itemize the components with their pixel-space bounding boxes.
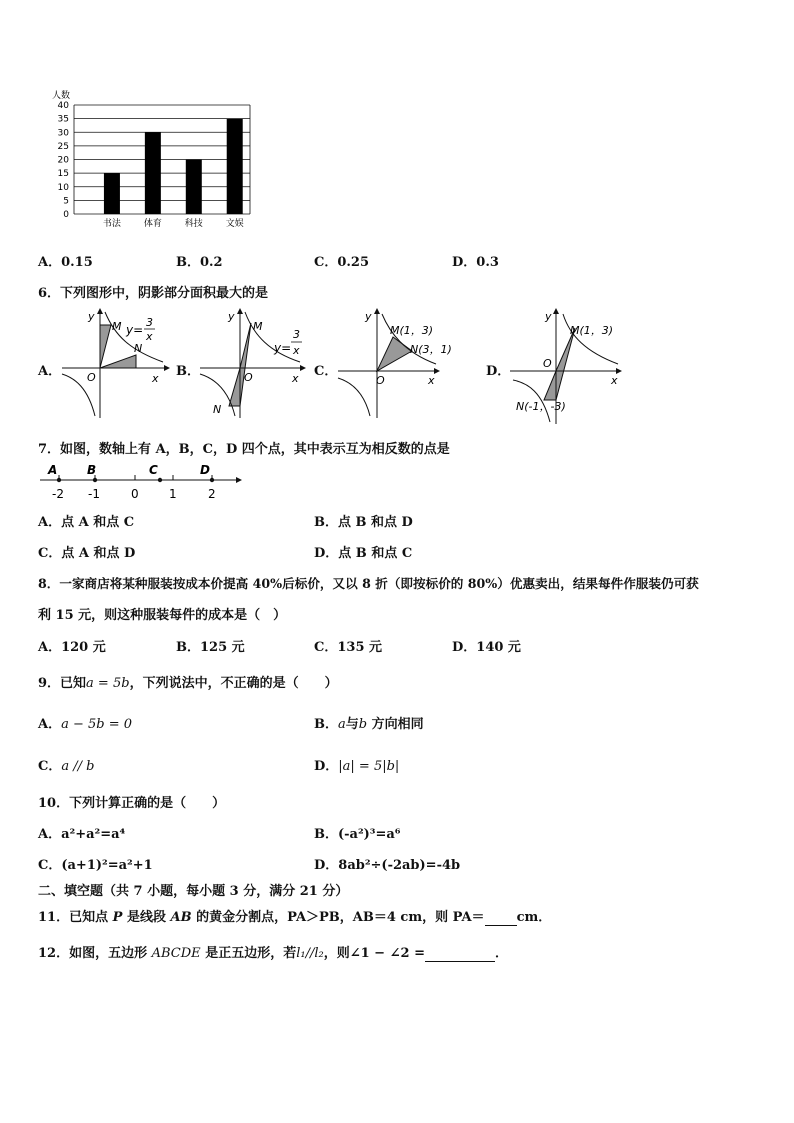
q11-post: cm．: [516, 910, 552, 925]
q5-option-b: B．0.2: [176, 255, 223, 270]
q8-stem-line-1: 8．一家商店将某种服装按成本价提高 40%后标价，又以 8 折（即按标价的 80%）优惠卖出，结果每件作服装仍可获: [38, 576, 699, 591]
q8-option-c: C．135 元: [314, 640, 383, 655]
point-m-label: M(1，3): [570, 324, 614, 337]
tick-label: -1: [88, 487, 100, 501]
q9-stem-pre: 9．已知: [38, 676, 87, 691]
bar-4: [227, 119, 243, 214]
point-c-dot: [158, 478, 162, 482]
q9-option-d-math: |a| = 5|b|: [338, 759, 400, 774]
q11-condition: PA＞PB，AB＝4 cm，则 PA＝: [287, 910, 485, 925]
chart-x-labels: [103, 217, 244, 229]
q12-mid: 是正五边形，若: [205, 946, 297, 961]
shaded-triangle-2: [100, 355, 136, 368]
q5-option-d: D．0.3: [452, 255, 499, 270]
x-tick-label: 科技: [184, 219, 203, 229]
axis-x-label: x: [611, 374, 618, 387]
point-b-dot: [93, 478, 97, 482]
q7-option-c: C．点 A 和点 D: [38, 546, 136, 561]
point-m-label: M: [253, 320, 263, 333]
point-n-label: N(-1，-3): [516, 400, 566, 413]
y-tick-label: 35: [57, 114, 69, 125]
q9-option-b-text: 与: [345, 717, 359, 732]
axis-y-label: y: [88, 310, 95, 323]
origin-label: O: [244, 371, 253, 384]
q11-answer-blank: [485, 910, 517, 926]
q9-option-d-letter: D．: [314, 759, 339, 774]
y-tick-label: 20: [57, 155, 69, 166]
q9-option-b: [314, 713, 424, 732]
equation-denominator: x: [146, 330, 153, 343]
point-a-label: A: [48, 463, 58, 477]
q8-stem-line-2: 利 15 元，则这种服装每件的成本是（ ）: [38, 608, 287, 623]
q10-option-d: D．8ab²÷(-2ab)=-4b: [314, 858, 461, 873]
equation-y: y=: [274, 341, 292, 355]
q9-option-b-letter: B．: [314, 717, 338, 732]
tick-label: 1: [169, 487, 177, 501]
q9-option-a-letter: A．: [38, 717, 62, 732]
shaded-triangle: [377, 337, 412, 371]
q6-letter-a: A．: [38, 364, 62, 379]
bar-3: [186, 160, 202, 215]
q9-option-c-letter: C．: [38, 759, 62, 774]
chart-ylabel: 人数: [52, 91, 71, 101]
q10-option-a: A．a²+a²=a⁴: [38, 827, 126, 842]
q9-option-b-math: a: [338, 717, 346, 732]
shaded-triangle-1: [100, 325, 111, 368]
q12-pre: 12．如图，五边形: [38, 946, 148, 961]
bar-1: [104, 173, 120, 214]
q6-figure-c: [336, 308, 466, 420]
q6-figure-d: [508, 308, 628, 426]
axis-y-label: y: [228, 310, 235, 323]
bar-chart: [40, 85, 260, 230]
q9-option-d: [314, 755, 399, 774]
q7-stem: 7．如图，数轴上有 A，B，C，D 四个点，其中表示互为相反数的点是: [38, 442, 450, 457]
q11-point-p: P: [112, 910, 123, 925]
q8-option-b: B．125 元: [176, 640, 245, 655]
q8-option-d: D．140 元: [452, 640, 521, 655]
q12-post: ，则∠1 − ∠2 =: [323, 946, 425, 961]
x-tick-label: 体育: [143, 219, 162, 229]
chart-grid: [74, 105, 250, 214]
axis-y-label: y: [365, 310, 372, 323]
axis-x-label: x: [152, 372, 159, 385]
y-tick-label: 0: [63, 210, 69, 220]
q6-letter-d: D．: [486, 364, 511, 379]
q6-figure-a: [60, 308, 170, 420]
x-tick-label: 文娱: [225, 219, 244, 229]
section-heading: 二、填空题（共 7 小题，每小题 3 分，满分 21 分）: [38, 884, 349, 899]
point-a-dot: [57, 478, 61, 482]
axis-y-label: y: [545, 310, 552, 323]
y-tick-label: 25: [57, 141, 69, 152]
q6-letter-b: B．: [176, 364, 200, 379]
q6-figure-b: [198, 308, 308, 420]
q6-letter-c: C．: [314, 364, 338, 379]
point-b-label: B: [87, 463, 97, 477]
q11-stem: [38, 906, 551, 926]
point-n-label: N: [134, 342, 143, 355]
q9-option-a: [38, 713, 132, 732]
point-d-label: D: [200, 463, 210, 477]
tick-label: -2: [52, 487, 64, 501]
q9-stem-math: a = 5b: [86, 676, 130, 691]
q12-stem: [38, 942, 508, 962]
q6-stem: 6．下列图形中，阴影部分面积最大的是: [38, 286, 269, 301]
q11-mid2: 的黄金分割点，: [196, 910, 288, 925]
point-n-label: N: [213, 403, 222, 416]
y-tick-label: 40: [57, 101, 69, 111]
q10-stem: 10．下列计算正确的是（ ）: [38, 796, 226, 811]
tick-label: 2: [208, 487, 216, 501]
q11-mid1: 是线段: [126, 910, 166, 925]
y-tick-label: 15: [57, 169, 69, 180]
bar-2: [145, 132, 161, 214]
equation-numerator: 3: [293, 328, 300, 341]
q7-option-d: D．点 B 和点 C: [314, 546, 413, 561]
point-m-label: M: [112, 320, 122, 333]
q9-stem: [38, 672, 338, 691]
point-n-label: N(3，1): [410, 343, 452, 356]
q9-option-c-math: a // b: [61, 759, 95, 774]
q5-option-c: C．0.25: [314, 255, 370, 270]
q7-option-b: B．点 B 和点 D: [314, 515, 413, 530]
axis-x-label: x: [428, 374, 435, 387]
y-tick-label: 5: [63, 196, 69, 207]
axis-x-label: x: [292, 372, 299, 385]
q5-option-a: A．0.15: [38, 255, 93, 270]
q12-parallel-lines: l₁//l₂: [296, 946, 324, 961]
equation-y: y=: [126, 323, 144, 337]
chart-bars: [104, 119, 243, 214]
point-m-label: M(1，3): [390, 324, 434, 337]
chart-y-ticks: [58, 101, 70, 220]
q9-option-a-math: a − 5b = 0: [61, 717, 133, 732]
q12-answer-blank: [425, 946, 495, 962]
x-tick-label: 书法: [102, 219, 121, 229]
origin-label: O: [87, 371, 96, 384]
q8-option-a: A．120 元: [38, 640, 106, 655]
q11-pre: 11．已知点: [38, 910, 109, 925]
q10-option-c: C．(a+1)²=a²+1: [38, 858, 153, 873]
q7-option-a: A．点 A 和点 C: [38, 515, 135, 530]
point-c-label: C: [149, 463, 158, 477]
q10-option-b: B．(-a²)³=a⁶: [314, 827, 401, 842]
q9-option-b-math2: b: [358, 717, 368, 732]
y-tick-label: 30: [57, 128, 69, 139]
q9-option-c: [38, 755, 94, 774]
q9-stem-post: ，下列说法中，不正确的是（ ）: [129, 676, 338, 691]
q12-pentagon-name: ABCDE: [151, 946, 201, 961]
equation-numerator: 3: [146, 316, 153, 329]
y-tick-label: 10: [57, 182, 69, 193]
q11-segment-ab: AB: [170, 910, 192, 925]
origin-label: O: [543, 357, 552, 370]
q9-option-b-text2: 方向相同: [367, 717, 424, 732]
point-d-dot: [210, 478, 214, 482]
q7-number-line: [36, 460, 246, 505]
equation-denominator: x: [293, 344, 300, 357]
origin-label: O: [376, 374, 385, 387]
q12-end: ．: [494, 946, 508, 961]
tick-label: 0: [131, 487, 139, 501]
